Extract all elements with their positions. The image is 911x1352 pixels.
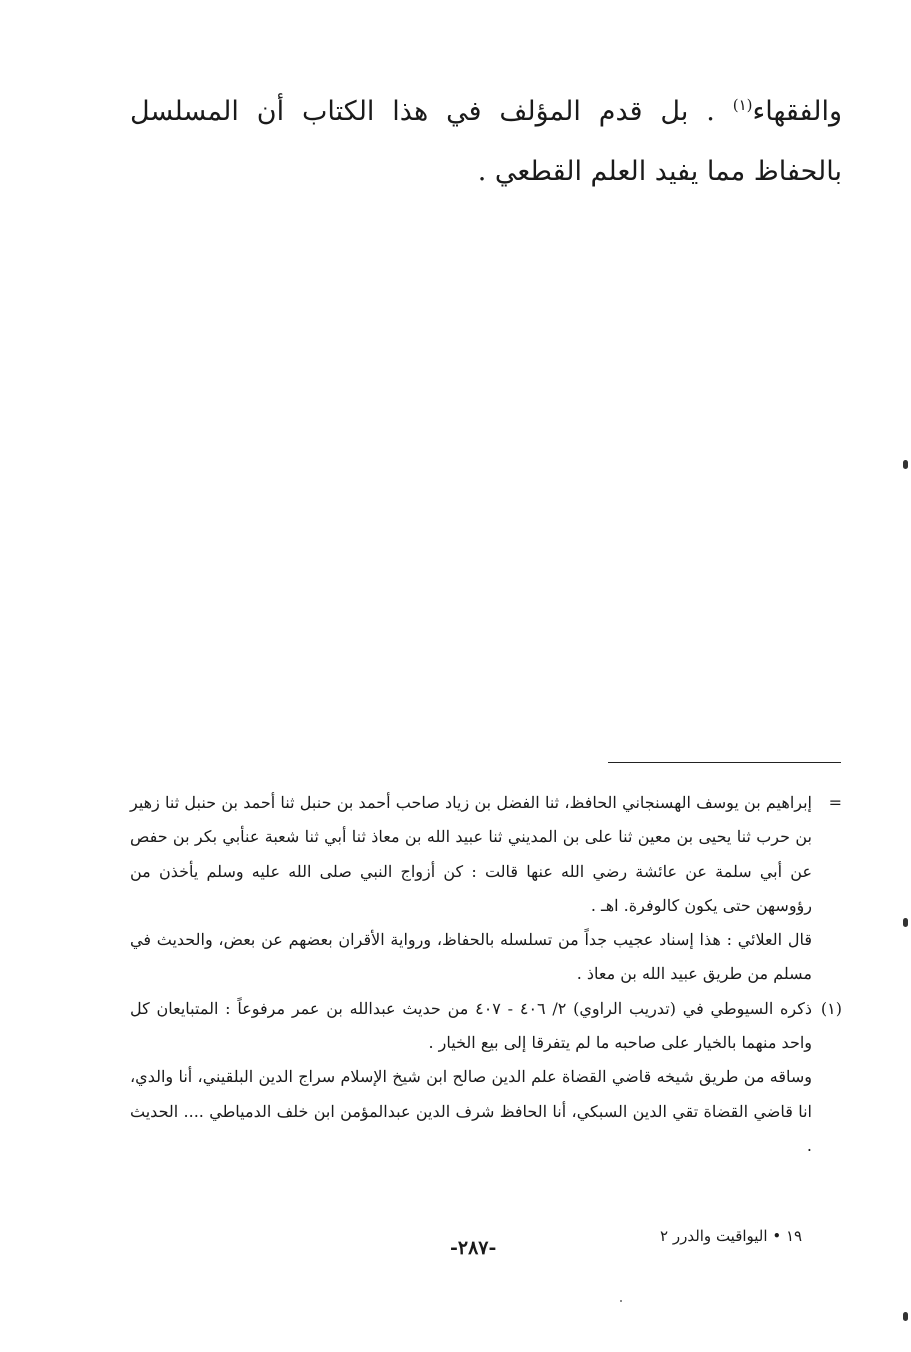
continuation-paragraph: قال العلائي : هذا إسناد عجيب جداً من تسلسله بالحفاظ، ورواية الأقران بعضهم عن بعض، والحديث في مسلم من طريق عبيد الله بن معاذ . [130, 930, 812, 984]
footnote-1-body [130, 992, 812, 1163]
continuation-paragraph: إبراهيم بن يوسف الهسنجاني الحافظ، ثنا الفضل بن زياد صاحب أحمد بن حنبل ثنا أحمد بن حنبل ثنا زهير بن حرب ثنا يحيى بن معين ثنا على بن المديني ثنا عبيد الله بن معاذ ثنا أبي ثنا شعبة عنأبي بكر بن حفص عن أبي سلمة عن عائشة رضي الله عنها قالت : كن أزواج النبي صلى الله عليه وسلم يأخذن من رؤوسهن حتى يكون كالوفرة. اهـ . [130, 793, 812, 915]
main-text [130, 82, 842, 202]
edge-mark [903, 1312, 908, 1321]
footnote-continuation [130, 786, 842, 992]
main-paragraph-rest: . بل قدم المؤلف في هذا الكتاب أن المسلسل بالحفاظ مما يفيد العلم القطعي . [130, 96, 842, 187]
footnote-1-paragraph: وساقه من طريق شيخه قاضي القضاة علم الدين صالح ابن شيخ الإسلام سراج الدين البلقيني، أنا والدي، انا قاضي القضاة تقي الدين السبكي، أنا الحافظ شرف الدين عبدالمؤمن ابن خلف الدمياطي .... الحديث . [130, 1067, 812, 1155]
main-paragraph-start: والفقهاء [752, 96, 842, 127]
scan-speck [620, 1300, 622, 1302]
page-number: -٢٨٧- [450, 1237, 497, 1259]
footnote-1-paragraph: ذكره السيوطي في (تدريب الراوي) ٢/ ٤٠٦ - ٤٠٧ من حديث عبدالله بن عمر مرفوعاً : المتبايعان كل واحد منهما بالخيار على صاحبه ما لم يتفرقا إلى بيع الخيار . [130, 998, 813, 1053]
footnote-separator [608, 762, 841, 763]
footnote-reference[interactable]: (١) [732, 96, 753, 114]
continuation-body [130, 786, 812, 992]
edge-mark [903, 460, 908, 469]
volume-signature: ١٩ • اليواقيت والدرر ٢ [660, 1227, 803, 1245]
footnote-1-marker: (١) [820, 998, 842, 1018]
footnote-1 [130, 992, 842, 1163]
main-paragraph [130, 82, 842, 202]
continuation-marker: = [828, 793, 842, 812]
edge-mark [903, 918, 908, 927]
footnotes-section [130, 786, 842, 1163]
